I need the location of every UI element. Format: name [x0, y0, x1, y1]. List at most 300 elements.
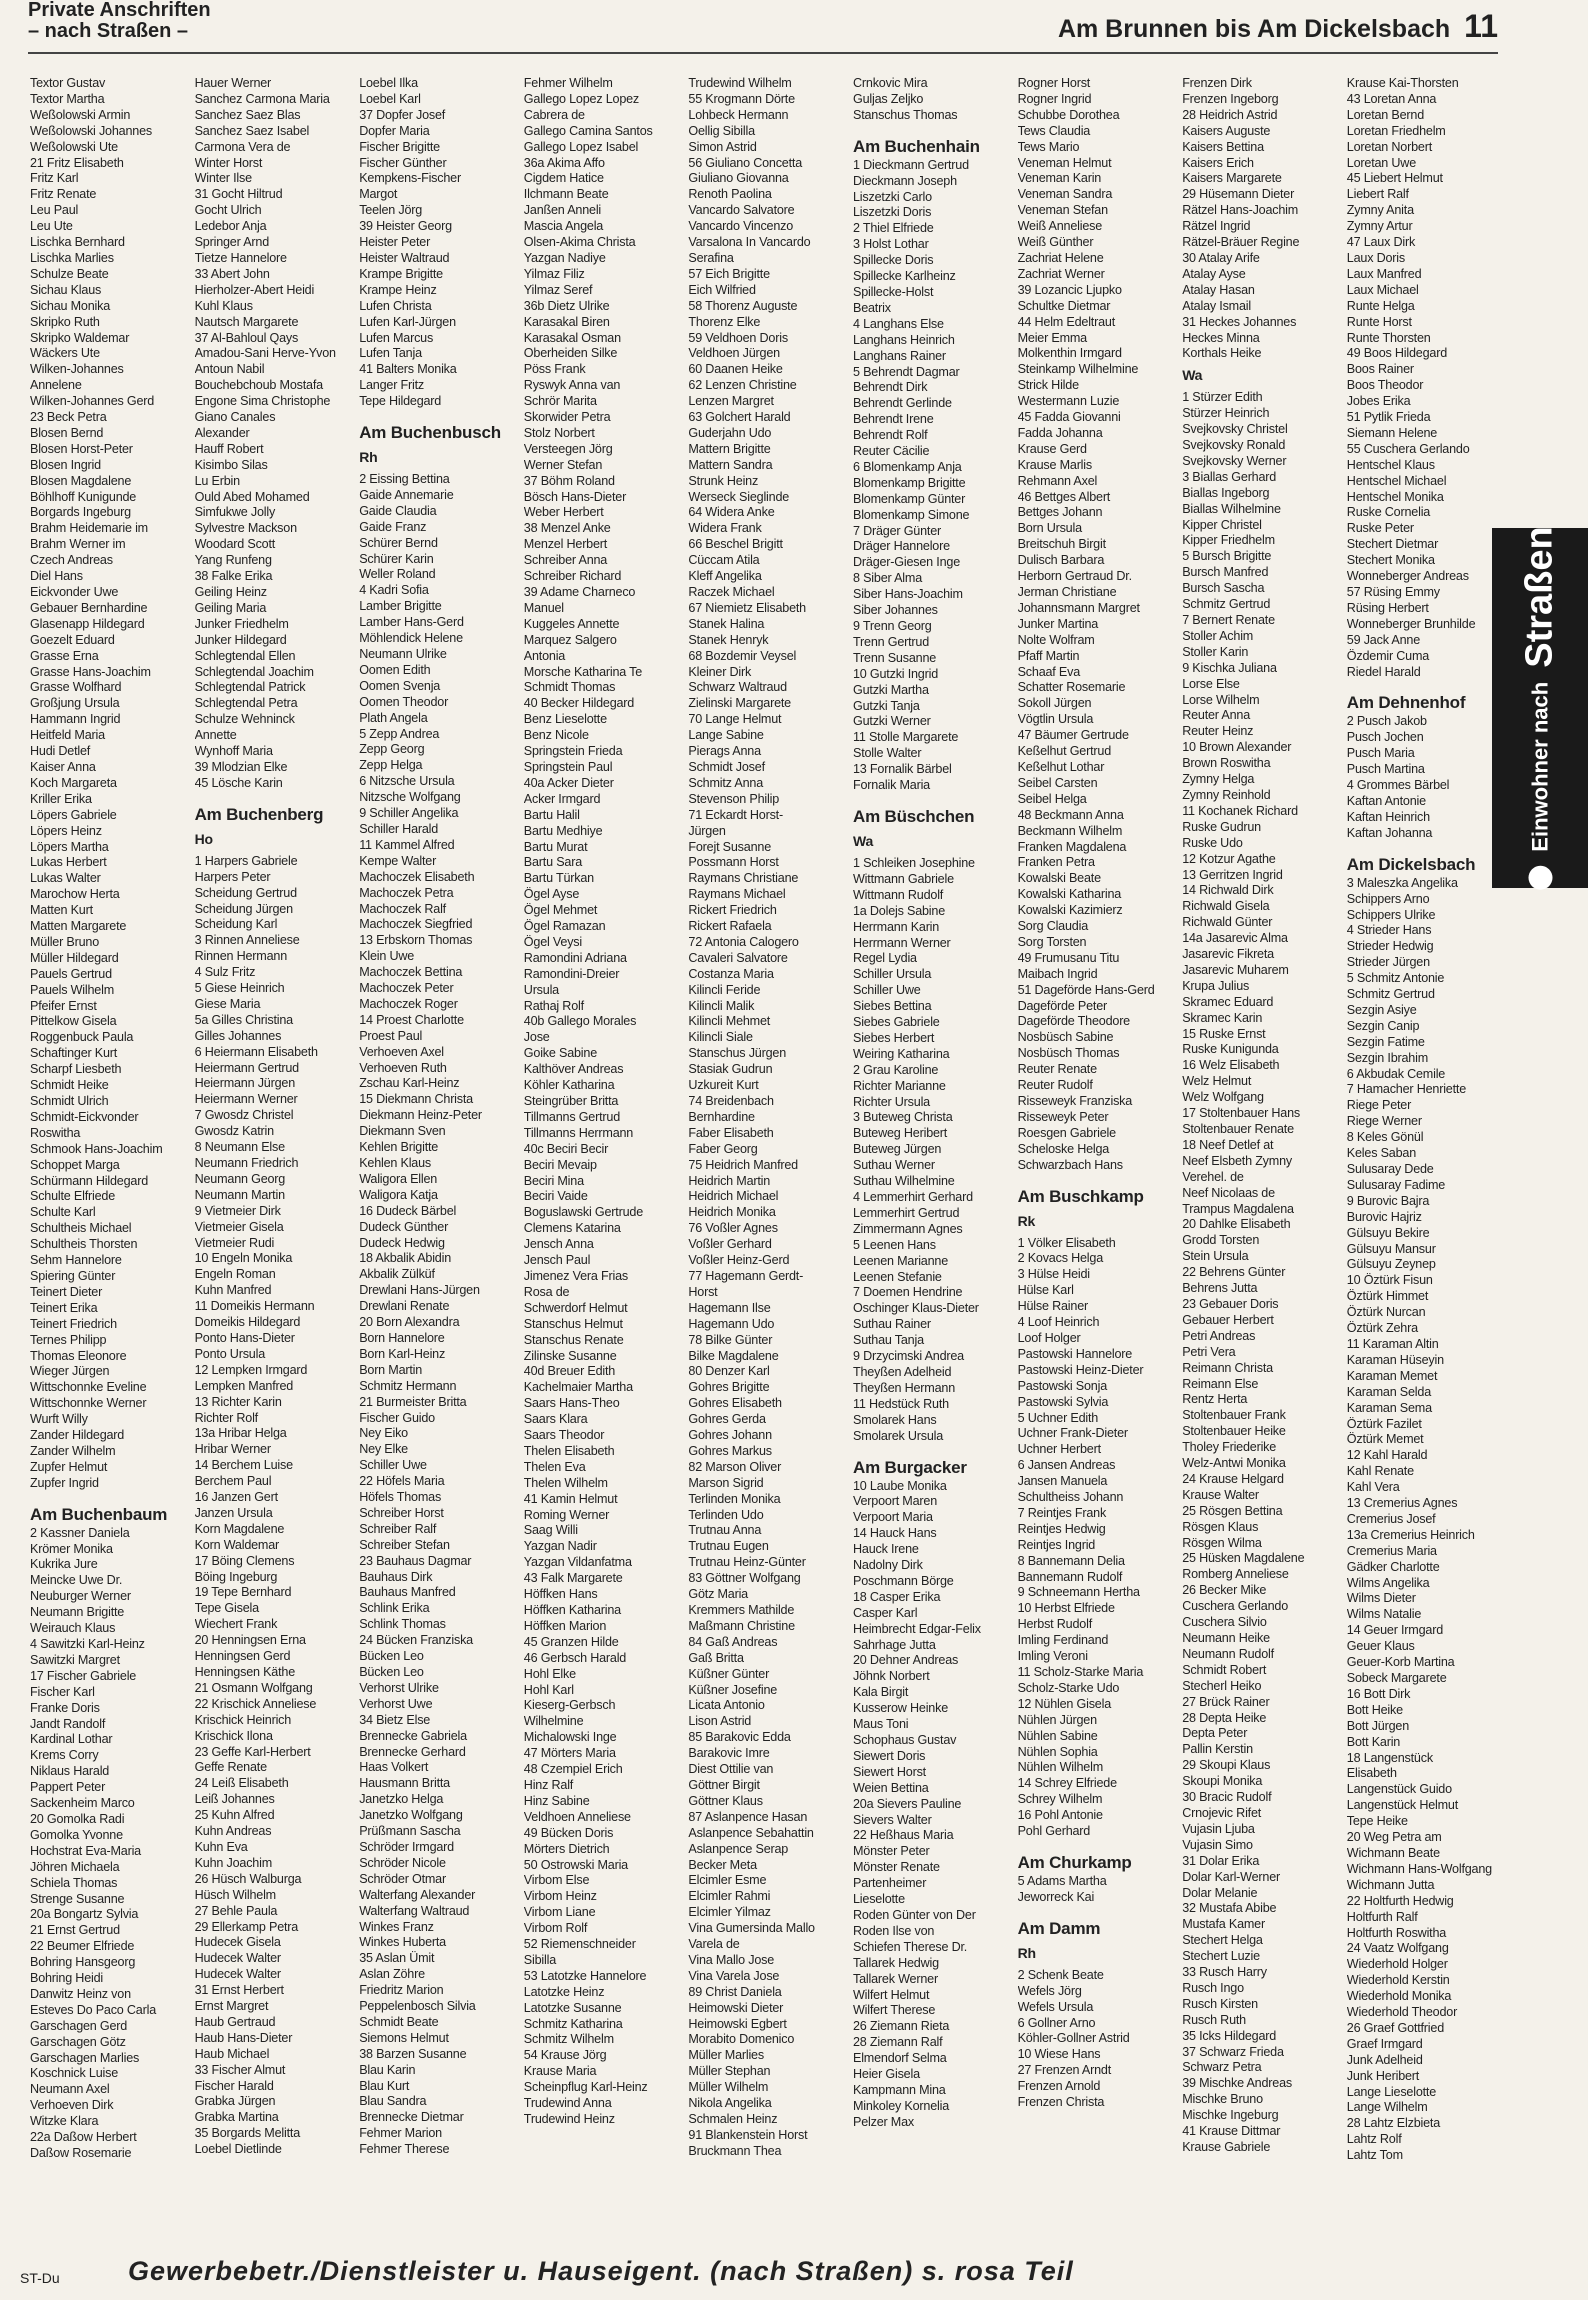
resident-entry: Skramec Eduard: [1182, 994, 1274, 1009]
resident-entry: Nolte Wolfram: [1017, 632, 1095, 647]
resident-entry: Gutzki Martha: [853, 682, 929, 697]
resident-entry: Bott Heike: [1346, 1702, 1403, 1717]
resident-entry: Machoczek Roger: [359, 996, 458, 1011]
resident-entry: Henningsen Käthe: [194, 1665, 296, 1679]
resident-entry: Zimmermann Agnes: [853, 1221, 963, 1236]
resident-entry: Lukas Walter: [30, 871, 101, 886]
resident-entry: Gülsuyu Bekire: [1346, 1225, 1430, 1240]
resident-entry: 8 Siber Alma: [853, 571, 922, 586]
resident-entry: Rinnen Hermann: [194, 949, 287, 964]
resident-entry: Kriller Erika: [30, 791, 92, 806]
resident-entry: Trudewind Heinz: [523, 2112, 615, 2126]
resident-entry: 29 Ellerkamp Petra: [194, 1919, 299, 1934]
resident-entry: 10 Engeln Monika: [194, 1251, 293, 1266]
resident-entry: 8 Bannemann Delia: [1017, 1553, 1125, 1568]
resident-entry: Petri Andreas: [1182, 1328, 1256, 1343]
resident-entry: Wittmann Rudolf: [853, 887, 944, 902]
resident-entry: Kuhn Manfred: [194, 1283, 272, 1298]
resident-entry: Hüsch Wilhelm: [194, 1887, 276, 1902]
resident-entry: Johannsmann Margret: [1017, 600, 1140, 615]
resident-entry: 57 Eich Brigitte: [688, 266, 770, 281]
resident-entry: 12 Nühlen Gisela: [1017, 1696, 1112, 1711]
resident-entry: Kuhn Eva: [194, 1839, 248, 1854]
directory-column: [524, 76, 682, 2176]
resident-entry: Schultke Dietmar: [1017, 298, 1111, 313]
resident-entry: Schwerdorf Helmut: [523, 1300, 628, 1315]
resident-entry: Ryswyk Anna van: [523, 378, 621, 393]
resident-entry: Loebel Dietlinde: [194, 2142, 282, 2157]
resident-entry: 36a Akima Affo: [523, 155, 605, 170]
resident-entry: 14 Berchem Luise: [194, 1458, 293, 1473]
resident-entry: Crnkovic Mira: [853, 76, 928, 90]
resident-entry: Kuggeles Annette: [523, 616, 620, 631]
resident-entry: Yazgan Nadiye: [523, 250, 606, 265]
resident-entry: Schulte Elfriede: [30, 1189, 116, 1204]
resident-entry: Köhler Katharina: [523, 1078, 615, 1093]
resident-entry: Siemons Helmut: [359, 2030, 449, 2045]
resident-entry: 17 Böing Clemens: [194, 1553, 295, 1568]
resident-entry: Lemmerhirt Gertrud: [853, 1205, 960, 1220]
resident-entry: Blomenkamp Günter: [853, 491, 966, 506]
resident-entry: 35 Icks Hildegard: [1182, 2028, 1277, 2043]
resident-entry: Garschagen Gerd: [30, 2018, 128, 2033]
resident-entry: Richter Marianne: [853, 1078, 946, 1093]
resident-entry: 8 Keles Gönül: [1346, 1130, 1424, 1145]
resident-entry: Stanek Halina: [688, 616, 765, 631]
directory-column: [1347, 76, 1505, 2176]
resident-entry: Schürer Bernd: [359, 535, 438, 550]
resident-entry: Jasarevic Fikreta: [1182, 947, 1274, 962]
resident-entry: 14 Hauck Hans: [853, 1526, 937, 1541]
resident-entry: Kuhn Joachim: [194, 1855, 272, 1870]
resident-entry: 26 Hüsch Walburga: [194, 1871, 302, 1886]
resident-entry: Smolarek Ursula: [853, 1428, 944, 1443]
resident-entry: Sezgin Asiye: [1346, 1002, 1417, 1017]
resident-entry: Machoczek Siegfried: [359, 917, 473, 932]
resident-entry: Sahrhage Jutta: [853, 1637, 936, 1652]
resident-entry: Widera Frank: [688, 521, 762, 536]
resident-entry: 30 Atalay Arife: [1182, 250, 1260, 265]
resident-entry: Wonneberger Brunhilde: [1346, 616, 1476, 631]
resident-entry: Latotzke Susanne: [523, 2000, 622, 2015]
resident-entry: Cuschera Silvio: [1182, 1615, 1267, 1630]
resident-entry: Eich Wilfried: [688, 282, 756, 297]
district-code: Rh: [359, 449, 378, 466]
resident-entry: 11 Scholz-Starke Maria: [1017, 1665, 1144, 1679]
resident-entry: 17 Fischer Gabriele: [30, 1668, 137, 1683]
resident-entry: Welz-Antwi Monika: [1182, 1456, 1286, 1471]
resident-entry: Pallin Kerstin: [1182, 1742, 1253, 1757]
street-heading: Am Damm: [1017, 1918, 1101, 1938]
resident-entry: Kehlen Klaus: [359, 1156, 432, 1170]
resident-entry: Schreiber Richard: [523, 569, 622, 584]
resident-entry: Pusch Maria: [1346, 746, 1415, 761]
resident-entry: Lischka Bernhard: [30, 235, 125, 250]
resident-entry: 23 Gebauer Doris: [1182, 1296, 1279, 1311]
resident-entry: Höffken Marion: [523, 1618, 607, 1633]
resident-entry: Strenge Susanne: [30, 1891, 125, 1906]
resident-entry: Dudeck Hedwig: [359, 1235, 445, 1250]
resident-entry: 55 Cuschera Gerlando: [1346, 441, 1470, 456]
resident-entry: Küßner Günter: [688, 1666, 770, 1681]
resident-entry: Pastowski Sylvia: [1017, 1394, 1109, 1409]
resident-entry: Teinert Dieter: [30, 1284, 103, 1299]
resident-entry: Herrmann Karin: [853, 919, 940, 934]
resident-entry: 31 Dolar Erika: [1182, 1853, 1260, 1868]
resident-entry: Reuter Rudolf: [1017, 1078, 1093, 1093]
resident-entry: Herbst Rudolf: [1017, 1617, 1092, 1632]
resident-entry: Fritz Renate: [30, 187, 97, 202]
resident-entry: Runte Thorsten: [1346, 330, 1431, 345]
resident-entry: 78 Bilke Günter: [688, 1332, 773, 1347]
resident-entry: 5 Adams Martha: [1017, 1873, 1107, 1888]
resident-entry: Rusch Ingo: [1182, 1980, 1244, 1995]
resident-entry: Weßolowski Armin: [30, 107, 131, 122]
resident-entry: Siewert Horst: [853, 1764, 926, 1779]
resident-entry: 19 Tepe Bernhard: [194, 1585, 292, 1600]
resident-entry: Haas Volkert: [359, 1760, 429, 1775]
resident-entry: Wilfert Helmut: [853, 1987, 930, 2002]
resident-entry: Fischer Karl: [30, 1684, 95, 1699]
resident-entry: Stanschus Renate: [523, 1332, 624, 1347]
resident-entry: Giuliano Giovanna: [688, 171, 789, 186]
resident-entry: Fischer Guido: [359, 1410, 435, 1425]
resident-entry: Zupfer Helmut: [30, 1459, 108, 1474]
resident-entry: 20 Born Alexandra: [359, 1315, 460, 1330]
resident-entry: Lempken Manfred: [194, 1378, 294, 1393]
resident-entry: Karaman Selda: [1346, 1384, 1432, 1399]
resident-entry: Menzel Herbert: [523, 537, 608, 552]
resident-entry: 24 Vaatz Wolfgang: [1346, 1941, 1449, 1956]
resident-entry: Roswitha: [30, 1125, 81, 1140]
resident-entry: Lange Sabine: [688, 728, 764, 743]
resident-entry: Pastowski Sonja: [1017, 1378, 1107, 1393]
resident-entry: Holtfurth Roswitha: [1346, 1925, 1447, 1940]
resident-entry: Bösch Hans-Dieter: [523, 489, 627, 504]
resident-entry: Wittmann Gabriele: [853, 871, 954, 886]
resident-entry: Michalowski Inge: [523, 1730, 617, 1745]
resident-entry: Dageförde Peter: [1017, 998, 1108, 1013]
resident-entry: Mustafa Kamer: [1182, 1917, 1265, 1932]
resident-entry: Simon Astrid: [688, 139, 757, 154]
resident-entry: Schultheis Thorsten: [30, 1237, 138, 1252]
resident-entry: 38 Menzel Anke: [523, 521, 611, 536]
resident-entry: 9 Kischka Juliana: [1182, 660, 1277, 675]
resident-entry: Maibach Ingrid: [1017, 966, 1098, 981]
resident-entry: Lufen Karl-Jürgen: [359, 314, 456, 329]
resident-entry: Schiela Thomas: [30, 1875, 118, 1890]
resident-entry: Kilincli Siale: [688, 1030, 753, 1045]
resident-entry: Dageförde Theodore: [1017, 1014, 1130, 1029]
resident-entry: Kempe Walter: [359, 853, 437, 868]
resident-entry: Schmitz Wilhelm: [523, 2032, 614, 2047]
resident-entry: Heckes Minna: [1182, 330, 1260, 345]
resident-entry: 4 Kadri Sofia: [359, 583, 429, 598]
resident-entry: Heimowski Egbert: [688, 2016, 787, 2031]
resident-entry: Machoczek Elisabeth: [359, 869, 475, 884]
resident-entry: Krause Gerd: [1017, 441, 1087, 456]
resident-entry: Skorwider Petra: [523, 410, 611, 425]
resident-entry: Blosen Magdalene: [30, 473, 132, 488]
resident-entry: Weiß Günther: [1017, 235, 1094, 250]
resident-entry: Beciri Mevaip: [523, 1157, 597, 1172]
resident-entry: Stasiak Gudrun: [688, 1062, 773, 1077]
resident-entry: Gilles Johannes: [194, 1028, 282, 1043]
resident-entry: Riedel Harald: [1346, 664, 1421, 679]
resident-entry: 23 Beck Petra: [30, 410, 107, 425]
resident-entry: Schwarz Petra: [1182, 2060, 1262, 2075]
resident-entry: Schaftinger Kurt: [30, 1046, 118, 1061]
resident-entry: 6 Heiermann Elisabeth: [194, 1044, 318, 1059]
resident-entry: Gebauer Herbert: [1182, 1312, 1274, 1327]
resident-entry: 2 Kovacs Helga: [1017, 1251, 1103, 1266]
resident-entry: 50 Ostrowski Maria: [523, 1857, 628, 1872]
resident-entry: Vancardo Vincenzo: [688, 219, 794, 234]
resident-entry: Bernhardine: [688, 1109, 755, 1124]
resident-entry: Karasakal Biren: [523, 314, 610, 329]
resident-entry: Kipper Christel: [1182, 517, 1262, 532]
resident-entry: 11 Domeikis Hermann: [194, 1299, 315, 1314]
resident-entry: Lamber Brigitte: [359, 599, 442, 614]
resident-entry: Teelen Jörg: [359, 203, 423, 218]
resident-entry: 46 Gerbsch Harald: [523, 1650, 627, 1665]
resident-entry: Franken Petra: [1017, 855, 1095, 870]
resident-entry: Versteegen Jörg: [523, 441, 613, 456]
resident-entry: Woodard Scott: [194, 537, 276, 552]
resident-entry: Imling Ferdinand: [1017, 1633, 1109, 1648]
resident-entry: 5a Gilles Christina: [194, 1012, 293, 1027]
directory-column: [1018, 76, 1176, 2176]
resident-entry: Schmidt-Eickvonder: [30, 1109, 139, 1124]
resident-entry: Höffken Katharina: [523, 1603, 621, 1617]
resident-entry: Burovic Hajriz: [1346, 1209, 1422, 1224]
directory-column: [688, 76, 846, 2176]
resident-entry: Verpoort Maren: [853, 1494, 938, 1509]
resident-entry: 48 Czempiel Erich: [523, 1762, 623, 1777]
resident-entry: Roggenbuck Paula: [30, 1030, 134, 1045]
resident-entry: Strick Hilde: [1017, 378, 1079, 393]
resident-entry: Spillecke Karlheinz: [853, 269, 956, 284]
resident-entry: 55 Krogmann Dörte: [688, 91, 795, 106]
resident-entry: Behrendt Rolf: [853, 428, 928, 443]
resident-entry: 26 Becker Mike: [1182, 1583, 1267, 1598]
resident-entry: Hierholzer-Abert Heidi: [194, 282, 315, 297]
resident-entry: Veldhoen Jürgen: [688, 346, 780, 361]
resident-entry: Kipper Friedhelm: [1182, 533, 1275, 548]
resident-entry: 28 Lahtz Elzbieta: [1346, 2116, 1441, 2131]
resident-entry: Hinz Ralf: [523, 1777, 574, 1792]
resident-entry: Trampus Magdalena: [1182, 1201, 1294, 1216]
resident-entry: Raymans Christiane: [688, 871, 799, 886]
resident-entry: Müller Marlies: [688, 2048, 764, 2063]
resident-entry: Verhorst Ulrike: [359, 1680, 439, 1695]
resident-entry: Rogner Ingrid: [1017, 91, 1092, 106]
resident-entry: Sehm Hannelore: [30, 1253, 122, 1268]
resident-entry: 12 Lempken Irmgard: [194, 1362, 308, 1377]
resident-entry: Göttner Birgit: [688, 1777, 760, 1792]
resident-entry: Elcimler Rahmi: [688, 1889, 771, 1904]
resident-entry: Brahm Werner im: [30, 537, 126, 552]
resident-entry: 1 Harpers Gabriele: [194, 853, 298, 868]
resident-entry: 6 Nitzsche Ursula: [359, 774, 455, 789]
resident-entry: Klein Uwe: [359, 949, 415, 964]
resident-entry: Grasse Erna: [30, 648, 99, 663]
resident-entry: Amadou-Sani Herve-Yvon: [194, 346, 336, 361]
resident-entry: Cremerius Josef: [1346, 1511, 1436, 1526]
resident-entry: Rogner Horst: [1017, 76, 1091, 90]
resident-entry: Stoltenbauer Heike: [1182, 1424, 1286, 1439]
resident-entry: Sylvestre Mackson: [194, 521, 297, 536]
resident-entry: Horst: [688, 1284, 718, 1299]
resident-entry: 9 Burovic Bajra: [1346, 1193, 1430, 1208]
resident-entry: Thelen Wilhelm: [523, 1475, 608, 1490]
resident-entry: 9 Trenn Georg: [853, 619, 932, 633]
resident-entry: Loebel Karl: [359, 91, 421, 106]
resident-entry: 11 Kammel Alfred: [359, 837, 455, 852]
resident-entry: Geffe Renate: [194, 1760, 267, 1775]
resident-entry: Strieder Hedwig: [1346, 939, 1434, 954]
resident-entry: Stechert Monika: [1346, 553, 1435, 568]
resident-entry: Brennecke Gabriela: [359, 1728, 467, 1743]
resident-entry: Weßolowski Ute: [30, 139, 118, 154]
resident-entry: 84 Gaß Andreas: [688, 1634, 778, 1649]
resident-entry: Siemann Helene: [1346, 425, 1438, 440]
resident-entry: Rusch Kirsten: [1182, 1996, 1258, 2011]
resident-entry: Zander Hildegard: [30, 1428, 125, 1443]
resident-entry: Sezgin Fatime: [1346, 1034, 1425, 1049]
resident-entry: 11 Hedstück Ruth: [853, 1396, 949, 1411]
resident-entry: Terlinden Udo: [688, 1507, 764, 1522]
resident-entry: 10 Öztürk Fisun: [1346, 1273, 1433, 1288]
resident-entry: Junk Heribert: [1346, 2068, 1420, 2083]
resident-entry: Bartu Halil: [523, 807, 580, 822]
resident-entry: Sanchez Saez Blas: [194, 107, 301, 122]
resident-entry: Ney Eiko: [359, 1426, 408, 1441]
resident-entry: Oellig Sibilla: [688, 123, 755, 138]
resident-entry: Zielinski Margarete: [688, 696, 791, 711]
resident-entry: Varela de: [688, 1937, 740, 1952]
resident-entry: 62 Lenzen Christine: [688, 378, 797, 393]
resident-entry: Ruske Kunigunda: [1182, 1042, 1279, 1057]
resident-entry: Stolle Walter: [853, 746, 922, 761]
resident-entry: Schulze Beate: [30, 266, 109, 281]
resident-entry: Sawitzki Margret: [30, 1652, 120, 1667]
resident-entry: Vancardo Salvatore: [688, 203, 795, 218]
resident-entry: Nikola Angelika: [688, 2096, 772, 2111]
resident-entry: Buteweg Heribert: [853, 1126, 948, 1141]
directory-column: [30, 76, 188, 2176]
resident-entry: 2 Eissing Bettina: [359, 472, 450, 487]
resident-entry: Vina Gumersinda Mallo: [688, 1921, 815, 1936]
resident-entry: Geiling Maria: [194, 600, 267, 615]
resident-entry: Haub Michael: [194, 2046, 270, 2061]
resident-entry: 1 Völker Elisabeth: [1017, 1235, 1116, 1250]
resident-entry: Veneman Stefan: [1017, 203, 1108, 218]
resident-entry: Jürgen: [688, 823, 726, 838]
resident-entry: Schmidt Heike: [30, 1078, 109, 1093]
resident-entry: 82 Marson Oliver: [688, 1459, 782, 1474]
resident-entry: Sorg Torsten: [1017, 934, 1087, 949]
resident-entry: Reintjes Hedwig: [1017, 1521, 1106, 1536]
resident-entry: Reuter Anna: [1182, 708, 1251, 723]
resident-entry: Diekmann Sven: [359, 1124, 446, 1139]
resident-entry: Nosbüsch Sabine: [1017, 1030, 1114, 1045]
resident-entry: Stoltenbauer Renate: [1182, 1122, 1294, 1136]
resident-entry: 15 Diekmann Christa: [359, 1092, 473, 1107]
resident-entry: 83 Göttner Wolfgang: [688, 1571, 801, 1586]
resident-entry: 58 Thorenz Auguste: [688, 298, 798, 313]
resident-entry: 63 Golchert Harald: [688, 410, 791, 425]
resident-entry: 16 Janzen Gert: [194, 1490, 278, 1505]
resident-entry: Kempkens-Fischer: [359, 171, 461, 186]
resident-entry: Fadda Johanna: [1017, 425, 1103, 440]
resident-entry: Strunk Heinz: [688, 473, 759, 488]
resident-entry: Kala Birgit: [853, 1685, 909, 1700]
resident-entry: Wichmann Hans-Wolfgang: [1346, 1861, 1492, 1876]
resident-entry: 13 Richter Karin: [194, 1394, 282, 1409]
resident-entry: Gohres Elisabeth: [688, 1396, 782, 1411]
resident-entry: Langer Fritz: [359, 378, 424, 393]
resident-entry: 13 Fornalik Bärbel: [853, 762, 952, 777]
resident-entry: Heister Peter: [359, 235, 431, 250]
resident-entry: 2 Kassner Daniela: [30, 1525, 130, 1540]
resident-entry: Maus Toni: [853, 1717, 909, 1732]
resident-entry: Elmendorf Selma: [853, 2051, 947, 2066]
resident-entry: Kaftan Heinrich: [1346, 809, 1430, 824]
resident-entry: Roden Günter von Der: [853, 1907, 976, 1922]
resident-entry: Blau Karin: [359, 2062, 416, 2077]
resident-entry: Spillecke-Holst: [853, 284, 934, 299]
resident-entry: Veneman Helmut: [1017, 155, 1112, 170]
resident-entry: 32 Mustafa Abibe: [1182, 1901, 1277, 1916]
resident-entry: Neumann Friedrich: [194, 1156, 299, 1170]
resident-entry: Weiß Anneliese: [1017, 219, 1103, 234]
resident-entry: Reuter Cäcilie: [853, 444, 930, 459]
resident-entry: Bauhaus Dirk: [359, 1569, 433, 1584]
resident-entry: Vujasin Simo: [1182, 1837, 1253, 1852]
resident-entry: 1 Stürzer Edith: [1182, 390, 1263, 405]
resident-entry: 28 Ziemann Ralf: [853, 2035, 943, 2050]
resident-entry: Schmook Hans-Joachim: [30, 1141, 163, 1156]
resident-entry: Bartu Sara: [523, 855, 582, 870]
resident-entry: Schreiber Stefan: [359, 1537, 450, 1552]
resident-entry: Becker Meta: [688, 1857, 757, 1872]
resident-entry: Voßler Gerhard: [688, 1237, 772, 1252]
resident-entry: Ernst Margret: [194, 1999, 269, 2014]
resident-entry: Partenheimer: [853, 1876, 927, 1891]
resident-entry: Cremerius Maria: [1346, 1543, 1437, 1558]
resident-entry: Löpers Martha: [30, 839, 109, 854]
resident-entry: Aslanpence Serap: [688, 1841, 789, 1856]
resident-entry: 14 Schrey Elfriede: [1017, 1776, 1117, 1791]
resident-entry: Karaman Memet: [1346, 1368, 1438, 1383]
resident-entry: Barakovic Imre: [688, 1746, 770, 1761]
resident-entry: Langenstück Guido: [1346, 1782, 1452, 1797]
resident-entry: 13 Gerritzen Ingrid: [1182, 867, 1283, 882]
resident-entry: 39 Heister Georg: [359, 219, 452, 234]
resident-entry: Keles Saban: [1346, 1146, 1417, 1161]
resident-entry: Molkenthin Irmgard: [1017, 346, 1122, 361]
resident-entry: Antoun Nabil: [194, 362, 265, 377]
resident-entry: 22 Höfels Maria: [359, 1474, 445, 1489]
resident-entry: Schatter Rosemarie: [1017, 680, 1126, 695]
resident-entry: Breitschuh Birgit: [1017, 537, 1106, 552]
resident-entry: 26 Ziemann Rieta: [853, 2019, 950, 2034]
resident-entry: Riege Werner: [1346, 1114, 1422, 1129]
resident-entry: Blau Kurt: [359, 2078, 410, 2093]
resident-entry: Walterfang Waltraud: [359, 1903, 470, 1918]
resident-entry: Ruske Peter: [1346, 521, 1414, 536]
